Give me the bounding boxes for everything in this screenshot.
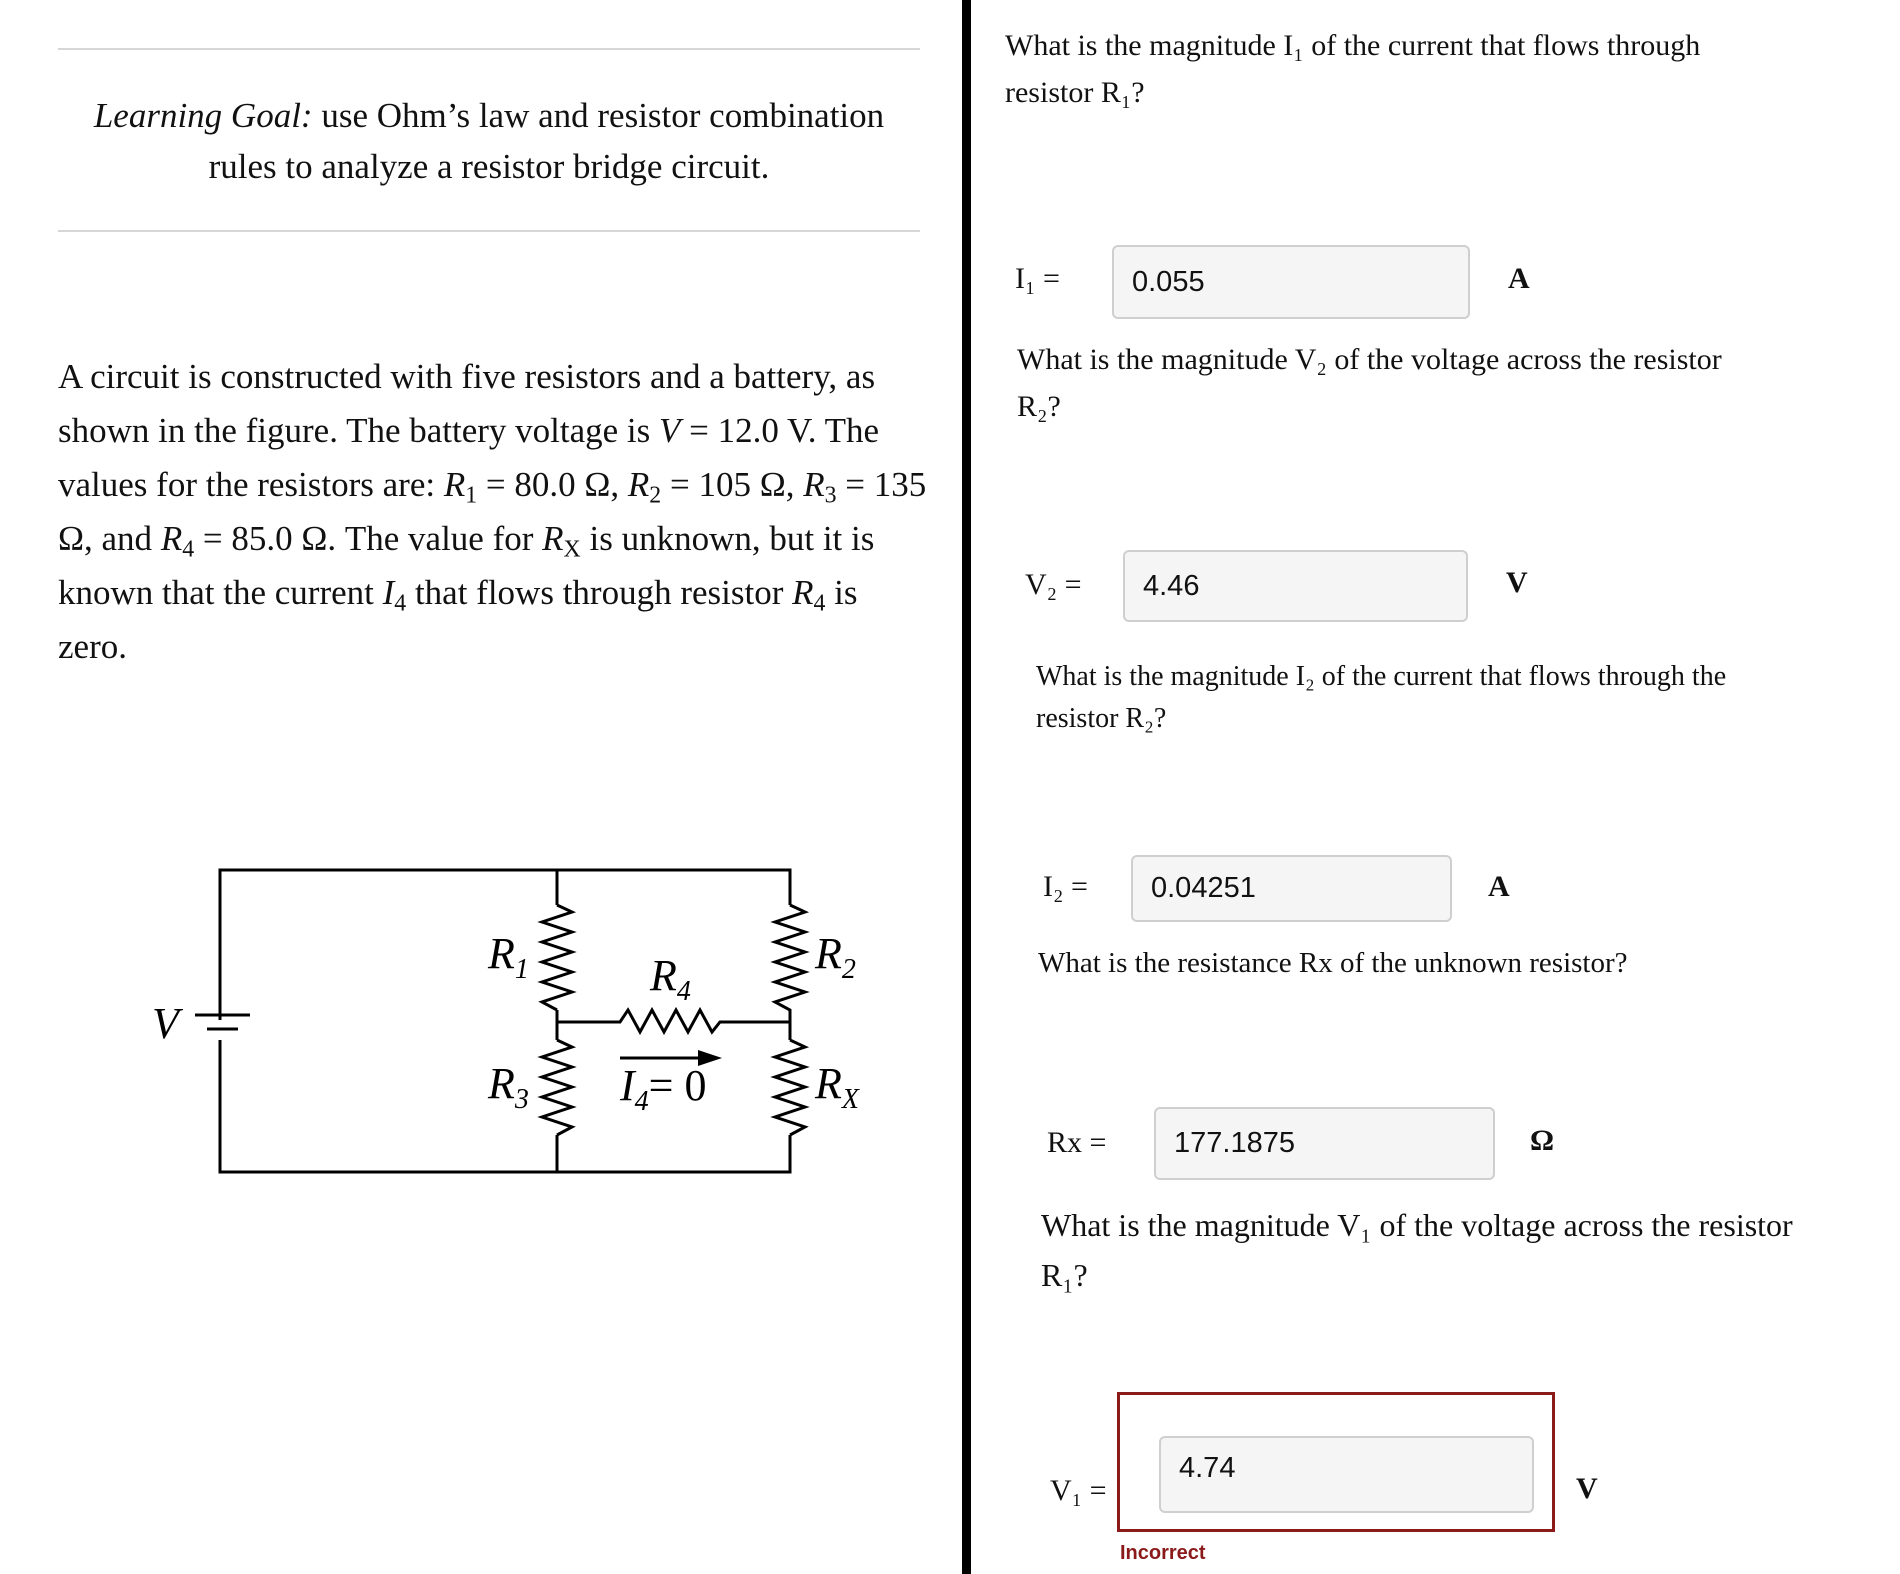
answer-v1-input[interactable]: 4.74 <box>1159 1436 1534 1513</box>
panel-divider <box>962 0 971 1574</box>
learning-goal <box>58 90 920 192</box>
question-2-prompt: What is the magnitude V₂ of the voltage across the resistor R₂? <box>1017 343 1722 423</box>
question-3-prompt: What is the magnitude I₂ of the current that flows through the resistor R₂? <box>1036 661 1727 734</box>
answer-rx-input[interactable]: 177.1875 <box>1154 1107 1495 1180</box>
answer-i1-input[interactable]: 0.055 <box>1112 245 1470 319</box>
feedback-incorrect: Incorrect <box>1120 1542 1206 1564</box>
learning-goal-line2: rules to analyze a resistor bridge circuit. <box>208 147 770 186</box>
resistor-r3 <box>542 1040 572 1135</box>
resistor-r2 <box>775 905 805 1040</box>
resistor-r4 <box>557 1010 790 1032</box>
question-4-unit: Ω <box>1530 1124 1555 1157</box>
question-3-label: I₂ = <box>1043 870 1088 903</box>
answer-i2-input[interactable]: 0.04251 <box>1131 855 1452 922</box>
question-1-label: I₁ = <box>1015 262 1060 295</box>
question-1-prompt: What is the magnitude I₁ of the current that flows through resistor R₁? <box>1005 29 1701 109</box>
question-5-label: V₁ = <box>1050 1474 1107 1507</box>
question-2-label: V₂ = <box>1025 568 1082 601</box>
label-r2: $R_2$ <box>815 929 856 985</box>
question-1-unit: A <box>1508 262 1530 295</box>
top-divider <box>58 48 920 50</box>
label-r3: $R_3$ <box>488 1059 529 1115</box>
question-5-unit: V <box>1576 1472 1598 1505</box>
circuit-diagram <box>140 850 900 1180</box>
question-5-prompt: What is the magnitude V₁ of the voltage across the resistor R₁? <box>1041 1207 1793 1293</box>
label-rx: $R_X$ <box>815 1059 859 1115</box>
learning-goal-line1: use Ohm’s law and resistor combination <box>321 96 885 135</box>
label-v: V <box>152 999 179 1048</box>
question-4-prompt: What is the resistance Rx of the unknown resistor? <box>1038 947 1628 979</box>
question-2-unit: V <box>1506 566 1528 599</box>
answer-v2-input[interactable]: 4.46 <box>1123 550 1468 622</box>
resistor-r1 <box>542 905 572 1010</box>
resistor-rx <box>775 1040 805 1135</box>
question-4-label: Rx = <box>1047 1126 1107 1159</box>
problem-statement: A circuit is constructed with five resistors and a battery, as shown in the figure. The battery voltage is V = 12.0 V. The values for the resistors are: $R_1 = 80.0$ Ω, $R_2 = 105$ Ω, $R_3 = 135$ Ω, and $R_4 = 85.0$ Ω. The value for $R_X$ is unknown, but it is known that the current $I_4$ that flows through resistor $R_4$ is zero. <box>58 357 927 666</box>
label-r4: $R_4$ <box>650 951 691 1007</box>
label-r1: $R_1$ <box>488 929 529 985</box>
label-i4: $I_4= 0$ <box>620 1061 707 1117</box>
learning-goal-label: Learning Goal: <box>93 96 313 135</box>
question-3-unit: A <box>1488 870 1510 903</box>
goal-divider <box>58 230 920 232</box>
